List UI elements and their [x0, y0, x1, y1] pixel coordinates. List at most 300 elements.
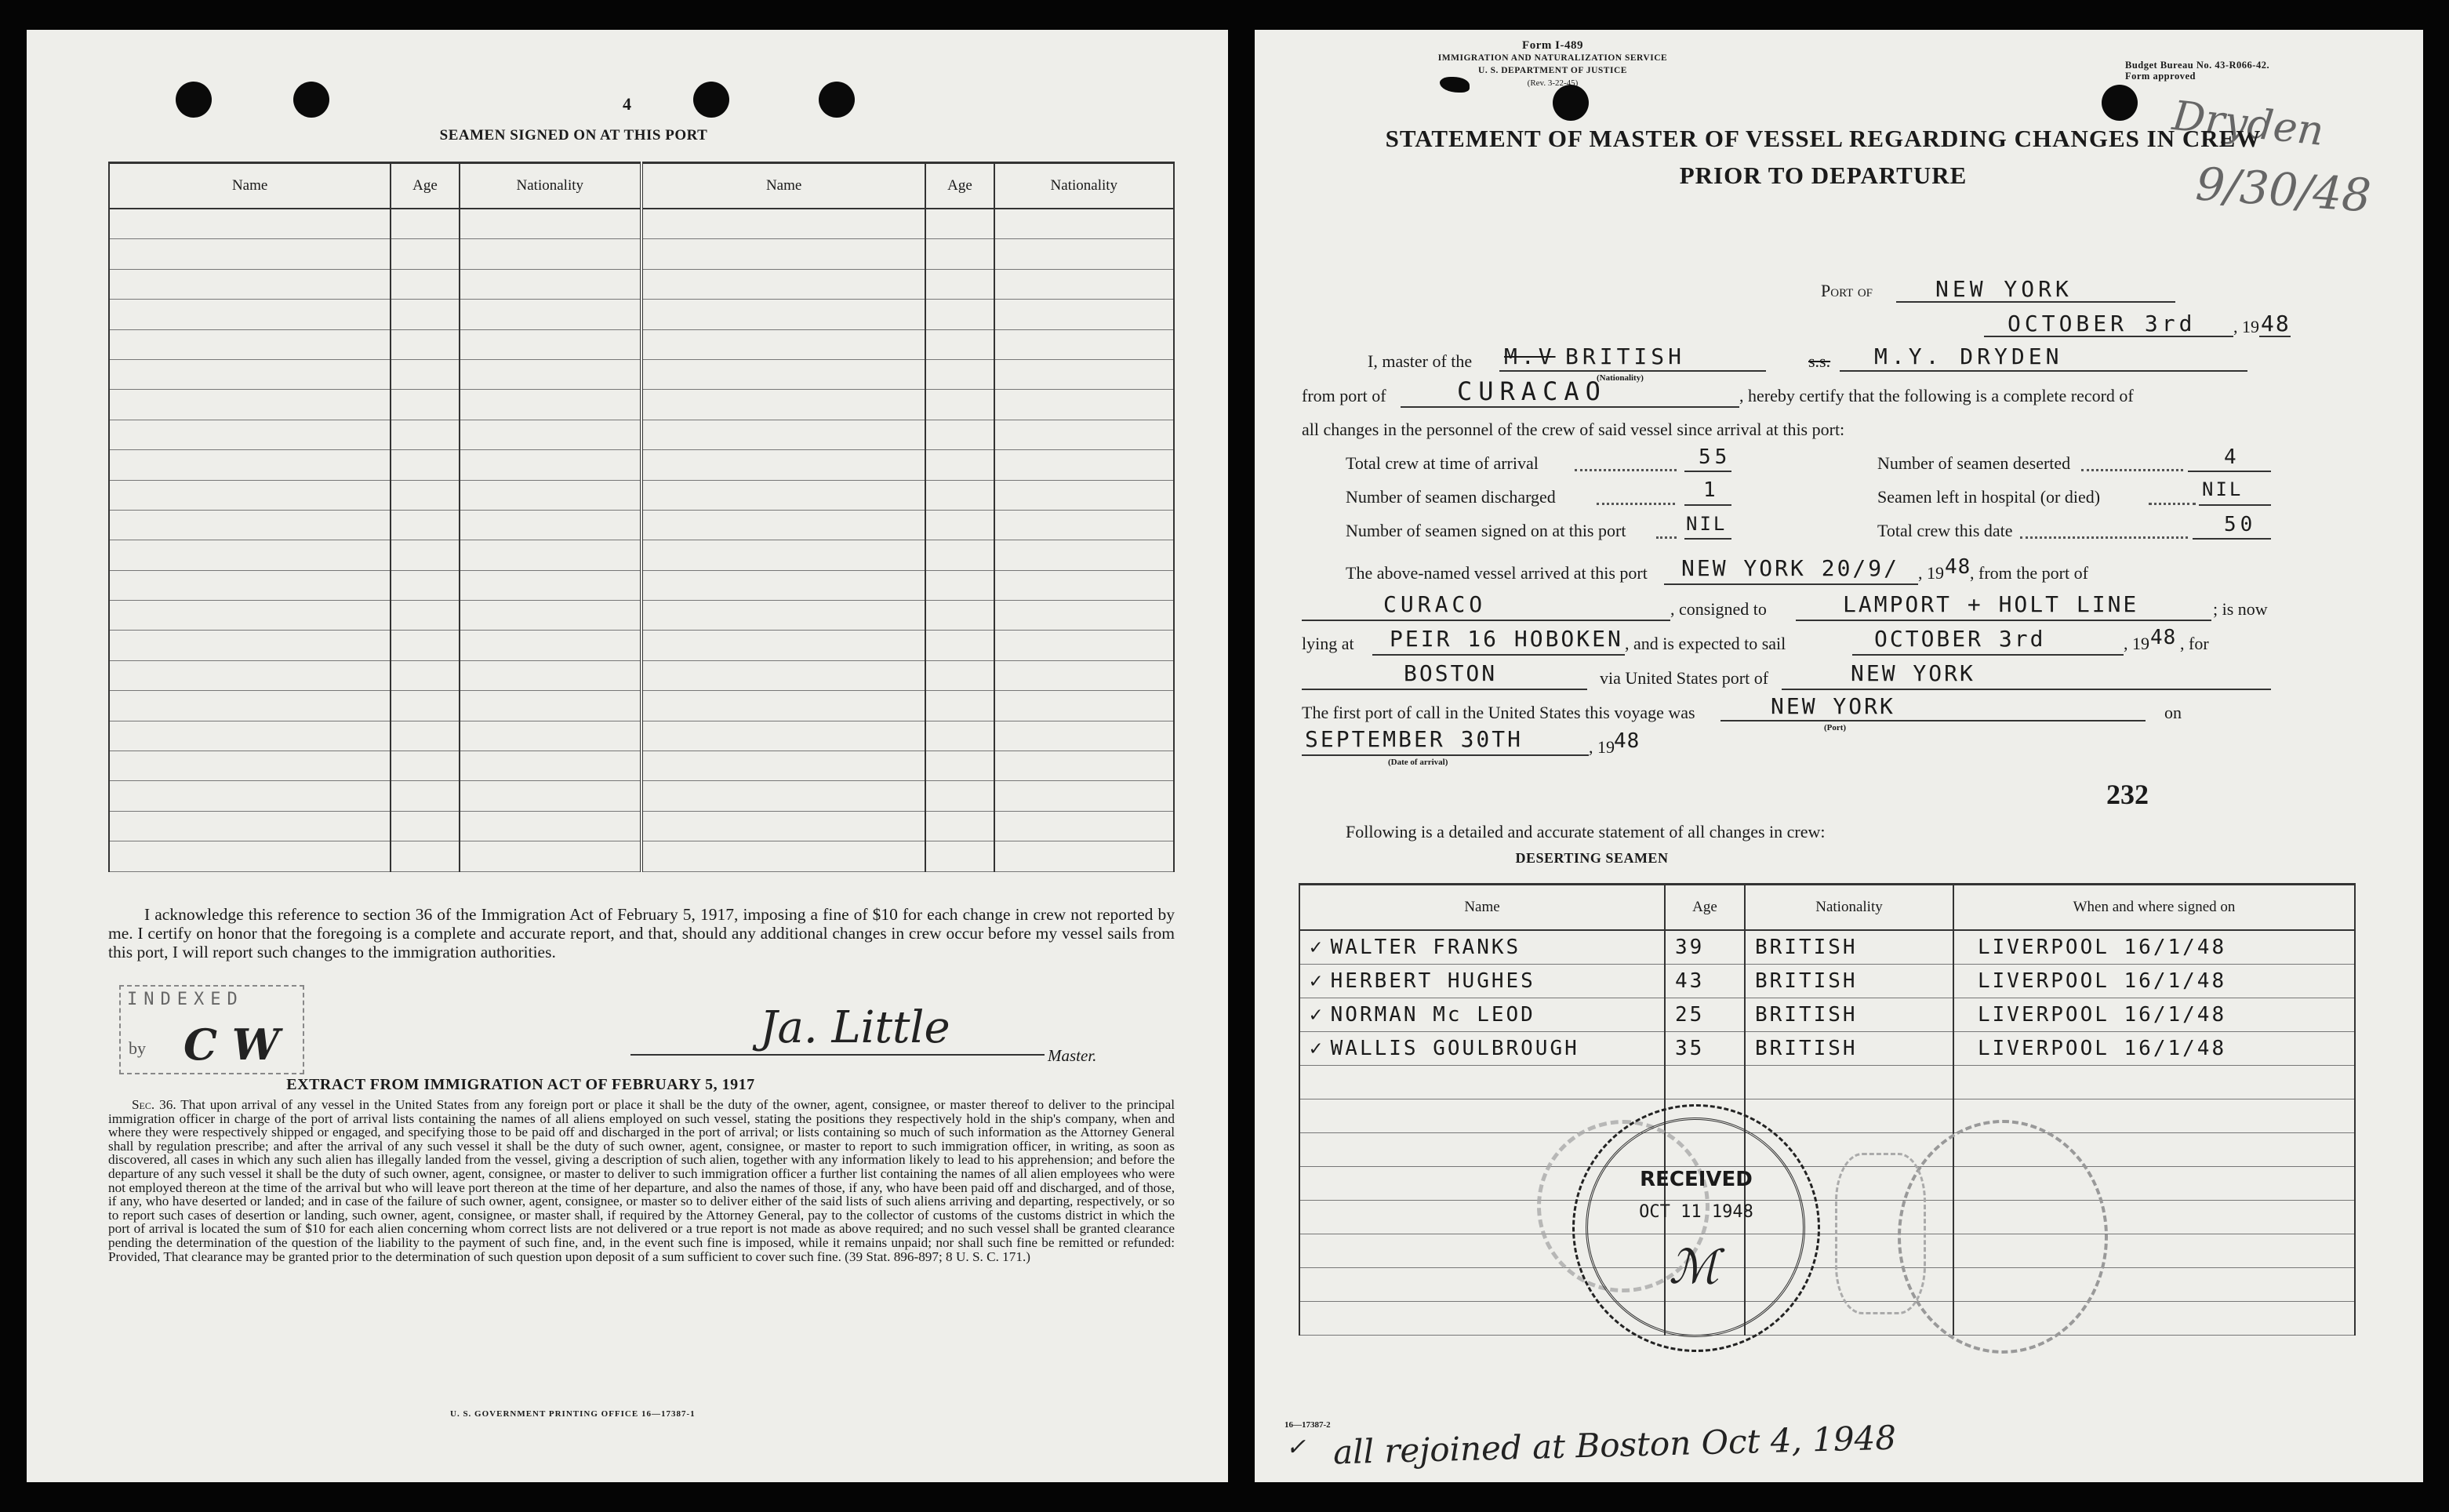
master-of-label: I, master of the	[1368, 351, 1473, 371]
table-row	[109, 450, 1174, 480]
budget-bureau-number: Budget Bureau No. 43-R066-42.	[2125, 60, 2270, 71]
table-cell	[641, 480, 925, 510]
expected-label: , and is expected to sail	[1625, 634, 1786, 653]
master-label: Master.	[1048, 1046, 1097, 1065]
seamen-signed-on-table	[108, 162, 1175, 872]
date-year: 48	[2261, 311, 2291, 336]
stat-value-hospital: NIL	[2202, 478, 2244, 500]
table-cell	[641, 329, 925, 359]
consigned-label: , consigned to	[1670, 599, 1767, 619]
indexed-initials: C W	[183, 1020, 280, 1070]
arrived-line	[1664, 583, 1918, 585]
from-port-of-label: , from the port of	[1970, 563, 2088, 583]
sail-year-prefix: , 19	[2124, 634, 2149, 653]
table-cell	[994, 390, 1174, 420]
table-cell	[391, 721, 459, 751]
arrival-year: 48	[1614, 729, 1641, 753]
table-row	[109, 601, 1174, 631]
deserter-signed: LIVERPOOL 16/1/48	[1978, 1037, 2227, 1060]
indexed-stamp-text: INDEXED	[127, 990, 244, 1009]
table-cell	[109, 540, 391, 570]
origin-port: CURACO	[1383, 591, 1487, 617]
page-serial-number: 232	[2106, 779, 2149, 810]
binder-hole	[693, 82, 729, 118]
following-text: Following is a detailed and accurate statement of all changes in crew:	[1346, 822, 1826, 841]
table-row	[109, 631, 1174, 660]
first-port-line	[1720, 720, 2146, 721]
table-row	[109, 691, 1174, 721]
table-cell	[109, 570, 391, 600]
stat-line	[2188, 471, 2271, 472]
table-cell	[994, 269, 1174, 299]
column-header-signed-on: When and where signed on	[1953, 885, 2355, 931]
extract-section-label: Sec. 36.	[132, 1097, 176, 1112]
table-row	[109, 841, 1174, 871]
table-cell	[460, 390, 641, 420]
table-cell	[994, 631, 1174, 660]
from-port-value: CURACAO	[1457, 376, 1607, 406]
stat-label-signed-on: Number of seamen signed on at this port	[1346, 521, 1626, 540]
sail-date-line	[1852, 654, 2124, 656]
table-cell	[994, 721, 1174, 751]
table-cell	[109, 721, 391, 751]
table-cell	[460, 570, 641, 600]
table-cell	[391, 601, 459, 631]
table-row	[1299, 1099, 2355, 1133]
table-row	[1299, 1133, 2355, 1167]
table-cell	[641, 540, 925, 570]
printer-line: 16—17387-2	[1284, 1420, 1331, 1430]
table-cell	[109, 480, 391, 510]
table-cell	[109, 329, 391, 359]
port-of-label: Port of	[1821, 281, 1873, 300]
leader-dots	[2149, 503, 2196, 505]
form-title-line-1: STATEMENT OF MASTER OF VESSEL REGARDING CHANGES IN CREW	[1385, 125, 2262, 152]
table-cell	[391, 631, 459, 660]
check-mark: ✓	[1310, 969, 1324, 993]
table-cell	[391, 841, 459, 871]
table-cell	[925, 359, 994, 389]
table-cell	[391, 691, 459, 721]
table-cell	[460, 660, 641, 690]
consignee-line	[1796, 620, 2211, 621]
table-cell	[994, 480, 1174, 510]
for-label: , for	[2180, 634, 2209, 653]
column-header-nationality: Nationality	[460, 163, 641, 209]
table-cell	[641, 209, 925, 239]
table-cell	[994, 209, 1174, 239]
cell-nationality	[1745, 965, 1953, 998]
table-row	[109, 660, 1174, 690]
table-cell	[925, 209, 994, 239]
cell-nationality	[1745, 1099, 1953, 1133]
table-cell	[109, 601, 391, 631]
column-header-age: Age	[391, 163, 459, 209]
arrival-date: SEPTEMBER 30TH	[1305, 726, 1524, 752]
deserter-nationality: BRITISH	[1755, 1037, 1858, 1060]
deserter-signed: LIVERPOOL 16/1/48	[1978, 969, 2227, 993]
table-cell	[925, 721, 994, 751]
table-row	[1299, 965, 2355, 998]
form-approved: Form approved	[2125, 71, 2196, 82]
table-cell	[641, 510, 925, 540]
table-row	[109, 239, 1174, 269]
binder-hole	[2102, 85, 2138, 121]
deserter-age: 35	[1675, 1037, 1705, 1060]
table-cell	[925, 450, 994, 480]
extract-title: EXTRACT FROM IMMIGRATION ACT OF FEBRUARY 5, 1917	[286, 1076, 755, 1093]
cell-nationality	[1745, 930, 1953, 965]
lying-at-line	[1372, 654, 1625, 656]
table-cell	[460, 480, 641, 510]
form-revision: (Rev. 3-22-45)	[1527, 78, 1579, 88]
table-cell	[641, 721, 925, 751]
arrived-label: The above-named vessel arrived at this port	[1346, 563, 1648, 583]
table-cell	[994, 510, 1174, 540]
table-row	[1299, 998, 2355, 1032]
cell-name	[1299, 1066, 1665, 1099]
statement-date: OCTOBER 3rd	[2008, 311, 2196, 336]
cell-name	[1299, 1032, 1665, 1066]
cell-nationality	[1745, 1066, 1953, 1099]
table-cell	[460, 450, 641, 480]
column-header-nationality: Nationality	[1745, 885, 1953, 931]
binder-hole	[176, 82, 212, 118]
cell-signed	[1953, 930, 2355, 965]
deserter-age: 43	[1675, 969, 1705, 993]
table-cell	[641, 751, 925, 781]
table-cell	[109, 691, 391, 721]
table-cell	[391, 781, 459, 811]
stat-label-total-crew-date: Total crew this date	[1877, 521, 2013, 540]
table-cell	[641, 841, 925, 871]
table-row	[109, 329, 1174, 359]
department-name: U. S. DEPARTMENT OF JUSTICE	[1478, 66, 1627, 75]
column-header-age: Age	[925, 163, 994, 209]
table-cell	[641, 811, 925, 841]
via-label: via United States port of	[1600, 668, 1769, 688]
nationality-caption: (Nationality)	[1597, 373, 1644, 383]
deserter-name: WALTER FRANKS	[1330, 936, 1521, 959]
cell-name	[1299, 930, 1665, 965]
table-row	[1299, 1167, 2355, 1201]
table-row	[109, 480, 1174, 510]
vessel-name-line	[1840, 370, 2247, 372]
table-cell	[460, 601, 641, 631]
deserter-name: WALLIS GOULBROUGH	[1330, 1037, 1579, 1060]
deserter-nationality: BRITISH	[1755, 969, 1858, 993]
via-port: NEW YORK	[1851, 660, 1975, 686]
column-header-name: Name	[641, 163, 925, 209]
table-cell	[460, 540, 641, 570]
printer-line: U. S. GOVERNMENT PRINTING OFFICE 16—17387-1	[450, 1409, 696, 1419]
stat-label-total-crew-arrival: Total crew at time of arrival	[1346, 453, 1539, 473]
table-cell	[109, 209, 391, 239]
table-cell	[460, 420, 641, 449]
faint-stamp	[1835, 1153, 1926, 1314]
table-cell	[460, 721, 641, 751]
table-cell	[925, 691, 994, 721]
deserter-nationality: BRITISH	[1755, 936, 1858, 959]
table-row	[109, 390, 1174, 420]
stat-value-total-crew-arrival: 55	[1699, 445, 1731, 469]
deserter-name: HERBERT HUGHES	[1330, 969, 1535, 993]
table-cell	[109, 450, 391, 480]
received-stamp	[1572, 1104, 1820, 1352]
from-port-line	[1401, 406, 1739, 408]
form-title-line-2: PRIOR TO DEPARTURE	[1679, 162, 1968, 189]
cell-age	[1665, 998, 1745, 1032]
table-header-row	[109, 163, 1174, 209]
table-cell	[994, 841, 1174, 871]
cell-name	[1299, 998, 1665, 1032]
stat-label-discharged: Number of seamen discharged	[1346, 487, 1556, 507]
arrived-year: 48	[1945, 555, 1971, 579]
port-of-value: NEW YORK	[1935, 276, 2073, 302]
table-cell	[994, 300, 1174, 329]
table-body	[109, 209, 1174, 871]
lying-at-label: lying at	[1302, 634, 1354, 653]
table-cell	[391, 570, 459, 600]
table-cell	[460, 841, 641, 871]
cell-signed	[1953, 1032, 2355, 1066]
table-cell	[925, 570, 994, 600]
table-cell	[109, 751, 391, 781]
stamp-initials-mark: ℳ	[1669, 1240, 1720, 1295]
table-cell	[641, 631, 925, 660]
cell-nationality	[1745, 998, 1953, 1032]
table-cell	[925, 751, 994, 781]
table-cell	[391, 751, 459, 781]
table-cell	[460, 300, 641, 329]
nationality-line	[1499, 370, 1766, 372]
deserting-seamen-table	[1299, 883, 2356, 1336]
mail-stamp	[1898, 1120, 2108, 1354]
leader-dots	[2081, 469, 2183, 471]
table-cell	[391, 660, 459, 690]
master-signature: Ja. Little	[760, 1002, 950, 1053]
consignee: LAMPORT + HOLT LINE	[1843, 591, 2139, 617]
table-cell	[925, 390, 994, 420]
table-row	[1299, 1302, 2355, 1336]
table-cell	[109, 300, 391, 329]
table-cell	[460, 359, 641, 389]
handwritten-date: 9/30/48	[2193, 157, 2373, 223]
table-cell	[994, 239, 1174, 269]
table-cell	[994, 540, 1174, 570]
table-cell	[460, 510, 641, 540]
stat-line	[2199, 504, 2271, 506]
table-cell	[994, 811, 1174, 841]
table-cell	[994, 329, 1174, 359]
table-cell	[109, 390, 391, 420]
leader-dots	[2020, 536, 2188, 539]
table-cell	[460, 269, 641, 299]
table-cell	[641, 390, 925, 420]
arrived-value: NEW YORK 20/9/	[1681, 555, 1900, 581]
cell-name	[1299, 965, 1665, 998]
cell-signed	[1953, 998, 2355, 1032]
leader-dots	[1656, 536, 1677, 539]
received-stamp-date: OCT 11 1948	[1639, 1202, 1753, 1222]
table-row	[1299, 1032, 2355, 1066]
deserting-seamen-title: DESERTING SEAMEN	[1515, 850, 1669, 866]
form-number: Form I-489	[1522, 39, 1583, 52]
check-mark: ✓	[1310, 1037, 1324, 1060]
table-cell	[994, 751, 1174, 781]
cell-age	[1665, 1066, 1745, 1099]
arrival-date-caption: (Date of arrival)	[1388, 758, 1448, 767]
table-cell	[994, 601, 1174, 631]
vessel-name: M.Y. DRYDEN	[1874, 343, 2063, 369]
table-cell	[391, 811, 459, 841]
binder-hole	[293, 82, 329, 118]
table-cell	[925, 420, 994, 449]
table-body	[1299, 930, 2355, 1336]
table-cell	[925, 631, 994, 660]
table-cell	[994, 691, 1174, 721]
table-cell	[391, 359, 459, 389]
bottom-handwritten-note: all rejoined at Boston Oct 4, 1948	[1332, 1418, 1897, 1472]
page-number: 4	[623, 94, 632, 114]
table-row	[109, 420, 1174, 449]
arrived-year-prefix: , 19	[1918, 563, 1944, 583]
table-cell	[391, 540, 459, 570]
table-cell	[460, 631, 641, 660]
table-cell	[460, 239, 641, 269]
vessel-nationality: BRITISH	[1565, 343, 1686, 369]
table-header-row	[1299, 885, 2355, 931]
table-cell	[460, 209, 641, 239]
binder-hole	[819, 82, 855, 118]
arrival-year-prefix: , 19	[1589, 737, 1615, 757]
deserter-age: 25	[1675, 1003, 1705, 1027]
is-now-label: ; is now	[2213, 599, 2268, 619]
agency-name: IMMIGRATION AND NATURALIZATION SERVICE	[1437, 53, 1668, 63]
table-cell	[994, 781, 1174, 811]
stat-line	[1684, 504, 1731, 506]
deserter-signed: LIVERPOOL 16/1/48	[1978, 936, 2227, 959]
table-cell	[391, 480, 459, 510]
cell-age	[1665, 1032, 1745, 1066]
table-cell	[994, 359, 1174, 389]
binder-hole	[1553, 85, 1589, 121]
table-cell	[925, 300, 994, 329]
column-header-age: Age	[1665, 885, 1745, 931]
table-row	[109, 751, 1174, 781]
via-port-line	[1782, 689, 2271, 690]
table-cell	[641, 300, 925, 329]
table-cell	[109, 420, 391, 449]
table-cell	[994, 660, 1174, 690]
first-port-value: NEW YORK	[1771, 693, 1895, 719]
deserter-nationality: BRITISH	[1755, 1003, 1858, 1027]
port-caption: (Port)	[1824, 723, 1847, 732]
right-form-page	[1255, 30, 2423, 1482]
cell-nationality	[1745, 1032, 1953, 1066]
certify-text-continued: all changes in the personnel of the crew of said vessel since arrival at this port:	[1302, 420, 1845, 439]
stat-value-signed-on: NIL	[1686, 513, 1728, 535]
deserter-age: 39	[1675, 936, 1705, 959]
table-cell	[994, 450, 1174, 480]
table-cell	[641, 570, 925, 600]
lying-at-value: PEIR 16 HOBOKEN	[1390, 626, 1623, 652]
check-mark: ✓	[1310, 1003, 1324, 1027]
received-stamp-text: RECEIVED	[1640, 1168, 1753, 1191]
column-header-name: Name	[1299, 885, 1665, 931]
table-row	[109, 781, 1174, 811]
table-cell	[109, 631, 391, 660]
seamen-signed-on-title: SEAMEN SIGNED ON AT THIS PORT	[439, 127, 708, 144]
table-row	[109, 540, 1174, 570]
table-cell	[109, 781, 391, 811]
table-row	[1299, 930, 2355, 965]
cell-age	[1665, 930, 1745, 965]
stat-value-total-crew-date: 50	[2224, 513, 2257, 536]
table-cell	[109, 359, 391, 389]
table-cell	[460, 691, 641, 721]
stat-label-hospital: Seamen left in hospital (or died)	[1877, 487, 2101, 507]
table-cell	[460, 781, 641, 811]
table-row	[1299, 1066, 2355, 1099]
table-cell	[109, 841, 391, 871]
destination-line	[1302, 689, 1587, 690]
table-cell	[641, 420, 925, 449]
sail-date: OCTOBER 3rd	[1874, 626, 2046, 652]
table-row	[1299, 1234, 2355, 1268]
table-cell	[109, 510, 391, 540]
table-cell	[641, 450, 925, 480]
extract-text: That upon arrival of any vessel in the United States from any foreign port or place it shall be the duty of the owner, agent, consignee, or master thereof to deliver to the principal immigration officer in charge of the port of arrival lists containing the names of all aliens employed on such vessel, stating the positions they respectively hold in the ship's company, when and where they were respectively shipped or engaged, and specifying those to be paid off and discharged in the port of arrival; or lists containing so much of such information as the Attorney General shall by regulation prescribe; and after the arrival of any such vessel it shall be the duty of such owner, agent, consignee, or master to report to such immigration officer, in writing, as soon as discovered, all cases in which any such alien has illegally landed from the vessel, giving a description of such alien, together with any information likely to lead to his apprehension; and before the departure of any such vessel it shall be the duty of such owner, agent, consignee, or master to deliver to such immigration officer a further list containing the names of all alien employees who were not employed thereon at the time of the arrival but who will leave port thereon at the time of her departure, and also the names of those, if any, who have been paid off and discharged, and of those, if any, who have deserted or landed; and in case of the failure of such owner, agent, consignee, or master so to deliver either of the said lists of such aliens arriving and departing, respectively, or so to report such cases of desertion or landing, such owner, agent, consignee, or master shall, if required by the Attorney General, pay to the collector of customs of the customs district in which the port of arrival is located the sum of $10 for each alien concerning whom correct lists are not delivered or a true report is not made as above required; and no such vessel shall be granted clearance pending the determination of the question of the liability to the payment of such fine, and, in the event such fine is imposed, while it remains unpaid; nor shall such fine be remitted or refunded: Provided, That clearance may be granted prior to the determination of such question upon deposit of a sum sufficient to cover such fine. (39 Stat. 896-897; 8 U. S. C. 171.)	[108, 1097, 1175, 1264]
table-cell	[391, 209, 459, 239]
table-cell	[925, 239, 994, 269]
leader-dots	[1597, 503, 1675, 505]
table-cell	[391, 300, 459, 329]
cell-age	[1665, 965, 1745, 998]
table-cell	[641, 359, 925, 389]
table-cell	[925, 781, 994, 811]
stat-value-discharged: 1	[1703, 478, 1720, 502]
table-cell	[391, 420, 459, 449]
extract-text-block	[108, 1098, 1175, 1263]
stat-label-deserted: Number of seamen deserted	[1877, 453, 2071, 473]
table-cell	[925, 510, 994, 540]
table-cell	[925, 811, 994, 841]
sail-year: 48	[2150, 626, 2177, 649]
table-cell	[391, 390, 459, 420]
table-cell	[641, 601, 925, 631]
certification-text: I acknowledge this reference to section 36 of the Immigration Act of February 5, 1917, imposing a fine of $10 for each change in crew not reported by me. I certify on honor that the foregoing is a complete and accurate report, and that, should any additional changes in crew occur before my vessel sails from this port, I will report such changes to the immigration authorities.	[108, 905, 1175, 961]
bottom-note-check: ✓	[1286, 1434, 1306, 1461]
table-row	[109, 209, 1174, 239]
column-header-name: Name	[109, 163, 391, 209]
table-cell	[641, 239, 925, 269]
table-cell	[391, 269, 459, 299]
cell-signed	[1953, 1066, 2355, 1099]
table-cell	[641, 269, 925, 299]
leader-dots	[1575, 469, 1677, 471]
nationality-struck-text: M.V	[1504, 343, 1556, 369]
table-cell	[109, 239, 391, 269]
table-cell	[925, 480, 994, 510]
table-row	[109, 721, 1174, 751]
table-cell	[109, 660, 391, 690]
table-cell	[994, 570, 1174, 600]
table-cell	[994, 420, 1174, 449]
handwritten-vessel-name: Dryden	[2170, 93, 2327, 155]
table-cell	[391, 450, 459, 480]
table-row	[109, 269, 1174, 299]
